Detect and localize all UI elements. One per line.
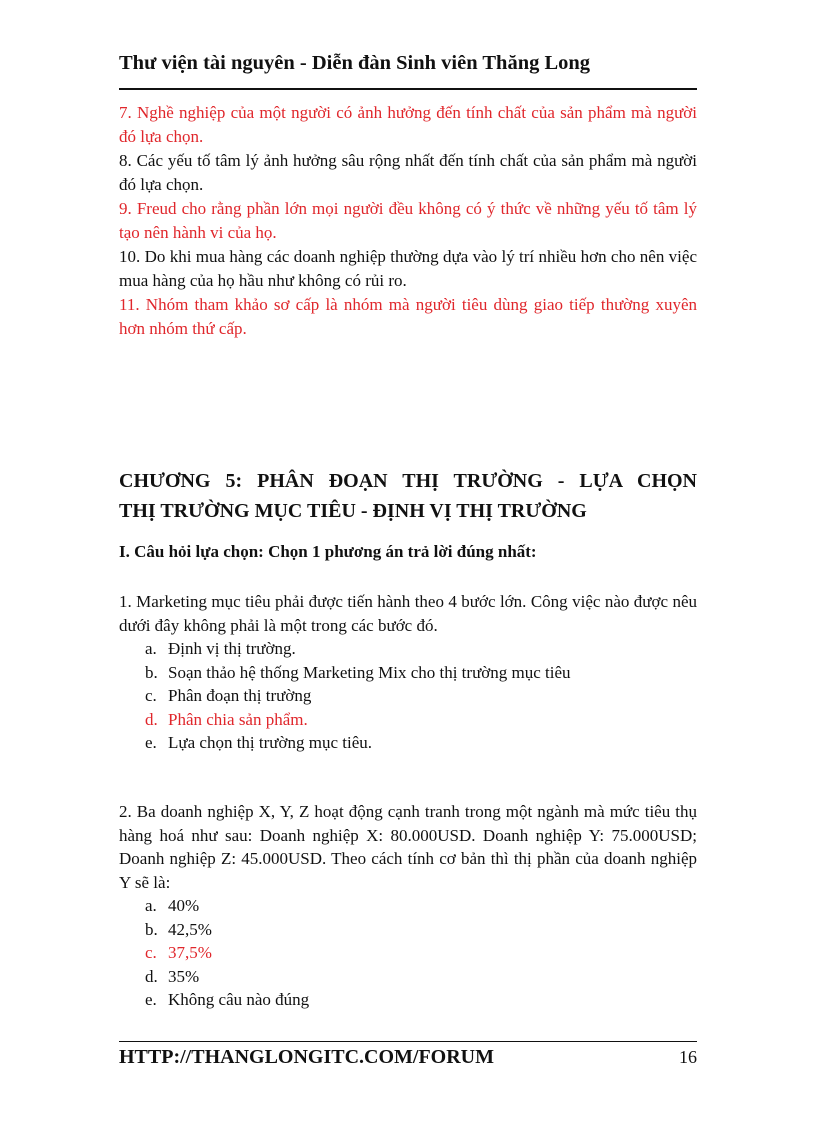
page-header-title: Thư viện tài nguyên - Diễn đàn Sinh viên Thăng Long xyxy=(119,52,591,74)
option-letter: e. xyxy=(145,733,157,752)
statement-7: 7. Nghề nghiệp của một người có ảnh hưởng đến tính chất của sản phẩm mà người đó lựa chọn. xyxy=(119,103,697,146)
header-divider xyxy=(119,88,697,90)
chapter-title-line-1: CHƯƠNG 5: PHÂN ĐOẠN THỊ TRƯỜNG - LỰA CHỌN xyxy=(119,470,697,492)
chapter-title-line-2: THỊ TRƯỜNG MỤC TIÊU - ĐỊNH VỊ THỊ TRƯỜNG xyxy=(119,500,587,522)
option-text: 42,5% xyxy=(168,919,212,939)
option-text: Phân chia sản phẩm. xyxy=(168,709,308,729)
option-e xyxy=(119,988,697,1012)
statement-10: 10. Do khi mua hàng các doanh nghiệp thường dựa vào lý trí nhiều hơn cho nên việc mua hàng của họ hầu như không có rủi ro. xyxy=(119,247,697,290)
option-text: Không câu nào đúng xyxy=(168,990,310,1009)
option-letter: b. xyxy=(145,919,158,939)
statement-8: 8. Các yếu tố tâm lý ảnh hưởng sâu rộng nhất đến tính chất của sản phẩm mà người đó lựa chọn. xyxy=(119,151,697,194)
option-a xyxy=(119,894,697,918)
option-letter: a. xyxy=(145,639,157,658)
option-d xyxy=(119,965,697,989)
question-1-stem: 1. Marketing mục tiêu phải được tiến hành theo 4 bước lớn. Công việc nào được nêu dưới đây không phải là một trong các bước đó. xyxy=(119,592,697,635)
option-letter: c. xyxy=(145,686,157,705)
option-letter: b. xyxy=(145,662,158,682)
footer-divider xyxy=(119,1041,697,1042)
statement-9: 9. Freud cho rằng phần lớn mọi người đều không có ý thức về những yếu tố tâm lý tạo nên hành vi của họ. xyxy=(119,199,697,242)
chapter-title xyxy=(119,466,697,526)
option-text: Lựa chọn thị trường mục tiêu. xyxy=(168,733,372,752)
option-e xyxy=(119,731,697,755)
option-a xyxy=(119,637,697,661)
question-2-stem: 2. Ba doanh nghiệp X, Y, Z hoạt động cạnh tranh trong một ngành mà mức tiêu thụ hàng hoá như sau: Doanh nghiệp X: 80.000USD. Doanh nghiệp Y: 75.000USD; Doanh nghiệp Z: 45.000USD. Theo cách tính cơ bản thì thị phần của doanh nghiệp Y sẽ là: xyxy=(119,802,697,892)
question-1-options xyxy=(119,637,697,755)
option-c-correct xyxy=(119,941,697,965)
page-number: 16 xyxy=(679,1047,697,1067)
question-1 xyxy=(119,590,697,755)
option-letter: d. xyxy=(145,966,158,986)
option-text: Phân đoạn thị trường xyxy=(168,686,312,705)
section-heading: I. Câu hỏi lựa chọn: Chọn 1 phương án trả lời đúng nhất: xyxy=(119,542,537,561)
option-text: Định vị thị trường. xyxy=(168,639,296,658)
option-letter: e. xyxy=(145,990,157,1009)
option-text: 37,5% xyxy=(168,943,212,962)
option-c xyxy=(119,684,697,708)
footer-url-link[interactable]: HTTP://THANGLONGITC.COM/FORUM xyxy=(119,1046,494,1068)
question-2-options xyxy=(119,894,697,1012)
option-b xyxy=(119,661,697,685)
option-letter: a. xyxy=(145,896,157,915)
option-b xyxy=(119,918,697,942)
option-letter: c. xyxy=(145,943,157,962)
statement-11: 11. Nhóm tham khảo sơ cấp là nhóm mà người tiêu dùng giao tiếp thường xuyên hơn nhóm thứ cấp. xyxy=(119,295,697,338)
option-text: Soạn thảo hệ thống Marketing Mix cho thị trường mục tiêu xyxy=(168,662,571,682)
option-text: 40% xyxy=(168,896,200,915)
option-d-correct xyxy=(119,708,697,732)
true-false-statements xyxy=(119,101,697,341)
option-letter: d. xyxy=(145,709,158,729)
question-2 xyxy=(119,800,697,1012)
option-text: 35% xyxy=(168,966,200,986)
